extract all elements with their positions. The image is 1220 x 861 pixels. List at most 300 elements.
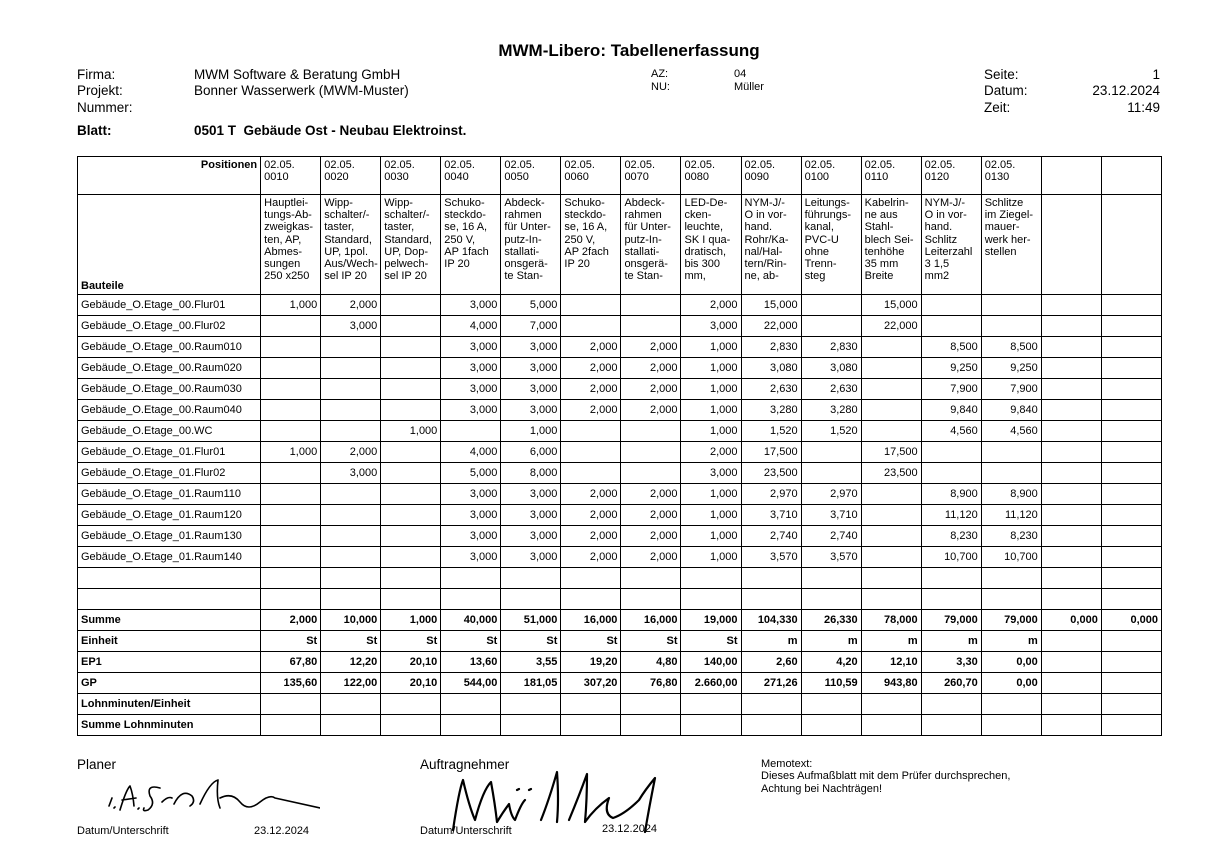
quantity-cell: 3,000 <box>441 337 501 358</box>
quantity-cell: 15,000 <box>741 295 801 316</box>
position-description: Abdeck- rahmen für Unter- putz-In- stallati- onsgerä- te Stan- <box>501 195 561 295</box>
quantity-cell <box>1041 589 1101 610</box>
quantity-cell: 2,000 <box>621 505 681 526</box>
position-description: NYM-J/- O in vor- hand. Schlitz Leiterzahl 3 1,5 mm2 <box>921 195 981 295</box>
quantity-cell <box>921 316 981 337</box>
position-number: 02.05. 0010 <box>261 157 321 195</box>
planer-label: Planer <box>77 757 117 772</box>
quantity-cell: 3,000 <box>501 505 561 526</box>
summary-cell <box>1041 673 1101 694</box>
summary-cell: St <box>501 631 561 652</box>
quantity-cell <box>981 568 1041 589</box>
az-value: 04 <box>734 68 747 80</box>
quantity-cell: 10,700 <box>981 547 1041 568</box>
quantity-cell <box>321 484 381 505</box>
summary-cell <box>1101 673 1161 694</box>
position-number: 02.05. 0120 <box>921 157 981 195</box>
quantity-cell <box>561 589 621 610</box>
position-description <box>1101 195 1161 295</box>
quantity-cell <box>861 337 921 358</box>
quantity-cell: 1,000 <box>681 526 741 547</box>
quantity-cell: 3,000 <box>441 379 501 400</box>
memo-line2: Achtung bei Nachträgen! <box>761 783 883 795</box>
datum-label: Datum: <box>984 83 1028 98</box>
quantity-cell: 3,000 <box>681 316 741 337</box>
summary-cell: 307,20 <box>561 673 621 694</box>
summary-cell: 135,60 <box>261 673 321 694</box>
summary-cell <box>801 715 861 736</box>
summary-cell: 10,000 <box>321 610 381 631</box>
summary-cell <box>1101 715 1161 736</box>
summary-cell <box>981 715 1041 736</box>
summary-cell: St <box>561 631 621 652</box>
summary-cell: m <box>861 631 921 652</box>
quantity-cell: 23,500 <box>861 463 921 484</box>
quantity-cell <box>1041 484 1101 505</box>
table-row <box>78 505 1162 526</box>
quantity-cell <box>1041 316 1101 337</box>
quantity-cell <box>441 421 501 442</box>
summary-cell: 181,05 <box>501 673 561 694</box>
summary-cell <box>261 715 321 736</box>
quantity-cell: 7,900 <box>921 379 981 400</box>
quantity-cell <box>861 358 921 379</box>
quantity-cell: 4,000 <box>441 442 501 463</box>
summary-cell <box>921 694 981 715</box>
quantity-cell <box>561 568 621 589</box>
quantity-cell: 3,000 <box>441 484 501 505</box>
quantity-cell <box>381 337 441 358</box>
summary-cell: 110,59 <box>801 673 861 694</box>
quantity-cell <box>561 316 621 337</box>
table-row <box>78 484 1162 505</box>
quantity-cell <box>861 589 921 610</box>
quantity-cell <box>1041 505 1101 526</box>
summary-cell: m <box>981 631 1041 652</box>
table-row <box>78 316 1162 337</box>
page-title: MWM-Libero: Tabellenerfassung <box>498 41 760 60</box>
summary-cell <box>1101 694 1161 715</box>
quantity-cell <box>981 295 1041 316</box>
quantity-cell <box>801 316 861 337</box>
quantity-cell: 3,000 <box>501 526 561 547</box>
quantity-cell <box>321 421 381 442</box>
quantity-cell: 17,500 <box>861 442 921 463</box>
quantity-cell <box>261 526 321 547</box>
quantity-cell: 2,630 <box>741 379 801 400</box>
summary-cell <box>501 715 561 736</box>
summary-cell: m <box>801 631 861 652</box>
summary-cell <box>561 694 621 715</box>
quantity-cell <box>741 568 801 589</box>
quantity-cell <box>1101 505 1161 526</box>
nu-value: Müller <box>734 81 764 93</box>
quantity-cell: 2,000 <box>621 358 681 379</box>
bauteil-name: Gebäude_O.Etage_00.WC <box>78 421 261 442</box>
position-description <box>1041 195 1101 295</box>
quantity-cell <box>621 463 681 484</box>
position-number: 02.05. 0060 <box>561 157 621 195</box>
table-row <box>78 400 1162 421</box>
quantity-cell: 10,700 <box>921 547 981 568</box>
bauteil-name: Gebäude_O.Etage_01.Raum110 <box>78 484 261 505</box>
nummer-label: Nummer: <box>77 100 133 115</box>
summary-cell <box>1041 694 1101 715</box>
quantity-cell: 6,000 <box>501 442 561 463</box>
quantity-cell: 2,000 <box>321 442 381 463</box>
table-row <box>78 295 1162 316</box>
bauteil-name: Gebäude_O.Etage_01.Raum130 <box>78 526 261 547</box>
quantity-cell <box>321 358 381 379</box>
quantity-cell: 1,000 <box>681 358 741 379</box>
quantity-cell <box>921 295 981 316</box>
summary-cell: 104,330 <box>741 610 801 631</box>
quantity-cell <box>381 295 441 316</box>
bauteile-label: Bauteile <box>78 195 261 295</box>
summary-cell: 122,00 <box>321 673 381 694</box>
quantity-cell: 2,000 <box>321 295 381 316</box>
quantity-cell <box>381 400 441 421</box>
summary-cell <box>381 694 441 715</box>
table-row <box>78 463 1162 484</box>
quantity-cell: 2,630 <box>801 379 861 400</box>
quantity-cell <box>1041 568 1101 589</box>
quantity-cell: 7,900 <box>981 379 1041 400</box>
position-description: Leitungs- führungs- kanal, PVC-U ohne Trenn- steg <box>801 195 861 295</box>
quantity-cell <box>1041 337 1101 358</box>
quantity-cell <box>381 358 441 379</box>
quantity-cell <box>741 589 801 610</box>
quantity-cell: 2,830 <box>741 337 801 358</box>
quantity-cell: 3,710 <box>801 505 861 526</box>
quantity-cell: 3,000 <box>441 295 501 316</box>
quantity-cell <box>321 589 381 610</box>
quantity-cell: 9,250 <box>981 358 1041 379</box>
quantity-cell <box>1101 547 1161 568</box>
quantity-cell: 3,000 <box>501 484 561 505</box>
bauteil-name: Gebäude_O.Etage_01.Flur02 <box>78 463 261 484</box>
position-description: Wipp- schalter/- taster, Standard, UP, Dop- pelwech- sel IP 20 <box>381 195 441 295</box>
summary-cell: 0,00 <box>981 652 1041 673</box>
quantity-cell: 9,840 <box>921 400 981 421</box>
quantity-cell: 2,000 <box>561 379 621 400</box>
summary-cell <box>861 715 921 736</box>
zeit-label: Zeit: <box>984 100 1011 115</box>
quantity-cell <box>1101 589 1161 610</box>
quantity-cell <box>921 463 981 484</box>
firma-value: MWM Software & Beratung GmbH <box>194 67 401 82</box>
position-description: Kabelrin- ne aus Stahl- blech Sei- tenhöhe 35 mm Breite <box>861 195 921 295</box>
quantity-cell <box>801 442 861 463</box>
summary-cell: 20,10 <box>381 652 441 673</box>
quantity-cell: 1,000 <box>381 421 441 442</box>
quantity-cell <box>261 400 321 421</box>
summary-cell <box>321 694 381 715</box>
quantity-cell <box>861 547 921 568</box>
quantity-cell: 3,000 <box>321 316 381 337</box>
quantity-cell <box>621 295 681 316</box>
quantity-cell: 1,000 <box>681 337 741 358</box>
summary-cell: St <box>621 631 681 652</box>
summary-cell: St <box>261 631 321 652</box>
summary-cell: 4,80 <box>621 652 681 673</box>
quantity-cell: 2,000 <box>561 505 621 526</box>
quantity-cell <box>1101 442 1161 463</box>
quantity-cell: 2,000 <box>621 526 681 547</box>
quantity-cell <box>621 316 681 337</box>
table-row <box>78 442 1162 463</box>
quantity-cell: 22,000 <box>741 316 801 337</box>
position-number <box>1041 157 1101 195</box>
planer-date-label: Datum/Unterschrift <box>77 825 169 837</box>
summary-cell: 12,10 <box>861 652 921 673</box>
quantity-cell <box>381 463 441 484</box>
summary-cell: 19,000 <box>681 610 741 631</box>
summary-cell <box>501 694 561 715</box>
quantity-cell <box>321 337 381 358</box>
summary-cell <box>801 694 861 715</box>
projekt-value: Bonner Wasserwerk (MWM-Muster) <box>194 83 409 98</box>
seite-value: 1 <box>1152 67 1160 82</box>
quantity-cell <box>381 526 441 547</box>
summary-cell: m <box>741 631 801 652</box>
quantity-cell: 3,000 <box>441 400 501 421</box>
quantity-cell: 1,520 <box>801 421 861 442</box>
summary-cell <box>921 715 981 736</box>
quantity-cell <box>381 589 441 610</box>
quantity-cell: 8,230 <box>981 526 1041 547</box>
positions-row <box>78 157 1162 195</box>
quantity-cell: 3,710 <box>741 505 801 526</box>
quantity-cell <box>381 568 441 589</box>
summary-row <box>78 610 1162 631</box>
position-description: Abdeck- rahmen für Unter- putz-In- stallati- onsgerä- te Stan- <box>621 195 681 295</box>
firma-label: Firma: <box>77 67 116 82</box>
quantity-cell: 1,000 <box>681 505 741 526</box>
table-row <box>78 421 1162 442</box>
quantity-cell: 11,120 <box>981 505 1041 526</box>
position-number: 02.05. 0070 <box>621 157 681 195</box>
blatt-value: 0501 T Gebäude Ost - Neubau Elektroinst. <box>194 123 467 138</box>
quantity-cell: 4,560 <box>921 421 981 442</box>
quantity-cell: 8,500 <box>981 337 1041 358</box>
position-description: Schlitze im Ziegel- mauer- werk her- stellen <box>981 195 1041 295</box>
quantity-cell <box>1041 295 1101 316</box>
table-row <box>78 547 1162 568</box>
quantity-cell: 1,000 <box>501 421 561 442</box>
summary-cell <box>321 715 381 736</box>
zeit-value: 11:49 <box>1127 100 1160 115</box>
quantity-cell <box>441 568 501 589</box>
position-description: Schuko- steckdo- se, 16 A, 250 V, AP 1fach IP 20 <box>441 195 501 295</box>
quantity-cell: 3,000 <box>501 400 561 421</box>
quantity-cell <box>321 505 381 526</box>
quantity-cell <box>381 379 441 400</box>
quantity-cell: 3,080 <box>801 358 861 379</box>
quantity-cell: 2,000 <box>561 526 621 547</box>
table-row <box>78 358 1162 379</box>
quantity-cell: 11,120 <box>921 505 981 526</box>
quantity-cell: 8,000 <box>501 463 561 484</box>
quantity-cell <box>861 484 921 505</box>
summary-cell: 2.660,00 <box>681 673 741 694</box>
quantity-cell <box>861 568 921 589</box>
table-row <box>78 526 1162 547</box>
summary-cell: 67,80 <box>261 652 321 673</box>
quantity-cell <box>261 484 321 505</box>
bauteil-name: Gebäude_O.Etage_01.Raum120 <box>78 505 261 526</box>
position-number: 02.05. 0090 <box>741 157 801 195</box>
quantity-cell <box>621 589 681 610</box>
quantity-cell <box>921 442 981 463</box>
quantity-cell <box>501 589 561 610</box>
quantity-cell <box>621 568 681 589</box>
quantity-cell: 1,000 <box>681 400 741 421</box>
position-number: 02.05. 0020 <box>321 157 381 195</box>
quantity-cell: 2,000 <box>561 400 621 421</box>
quantity-cell <box>1101 400 1161 421</box>
quantity-cell <box>1041 400 1101 421</box>
quantity-cell <box>801 463 861 484</box>
quantity-cell: 2,000 <box>621 400 681 421</box>
summary-cell: 943,80 <box>861 673 921 694</box>
quantity-cell: 3,000 <box>441 505 501 526</box>
quantity-cell: 2,000 <box>621 337 681 358</box>
quantity-cell: 1,000 <box>261 442 321 463</box>
summary-cell <box>1101 652 1161 673</box>
summary-label: EP1 <box>78 652 261 673</box>
summary-cell: 1,000 <box>381 610 441 631</box>
quantity-cell <box>1101 337 1161 358</box>
summary-cell <box>681 715 741 736</box>
quantity-cell <box>1041 379 1101 400</box>
quantity-cell: 2,000 <box>621 484 681 505</box>
bauteil-name: Gebäude_O.Etage_00.Raum030 <box>78 379 261 400</box>
table-row <box>78 337 1162 358</box>
datum-value: 23.12.2024 <box>1092 83 1160 98</box>
quantity-cell <box>621 421 681 442</box>
summary-cell: 260,70 <box>921 673 981 694</box>
quantity-cell: 5,000 <box>501 295 561 316</box>
table-row <box>78 568 1162 589</box>
quantity-cell <box>321 568 381 589</box>
quantity-cell <box>561 421 621 442</box>
summary-cell: 12,20 <box>321 652 381 673</box>
quantity-cell <box>1101 463 1161 484</box>
quantity-cell <box>1041 421 1101 442</box>
summary-cell: 40,000 <box>441 610 501 631</box>
summary-cell: 2,60 <box>741 652 801 673</box>
summary-label: Einheit <box>78 631 261 652</box>
quantity-cell <box>261 358 321 379</box>
quantity-cell <box>1041 526 1101 547</box>
quantity-cell: 2,000 <box>621 379 681 400</box>
quantity-cell: 2,000 <box>621 547 681 568</box>
quantity-cell: 2,830 <box>801 337 861 358</box>
quantity-cell: 1,000 <box>681 484 741 505</box>
quantity-cell: 2,740 <box>801 526 861 547</box>
summary-row <box>78 694 1162 715</box>
quantity-cell <box>381 484 441 505</box>
planer-signature <box>100 768 320 818</box>
table-row <box>78 379 1162 400</box>
summary-row <box>78 715 1162 736</box>
quantity-cell <box>1101 484 1161 505</box>
quantity-cell: 2,000 <box>561 358 621 379</box>
summary-cell: 3,30 <box>921 652 981 673</box>
quantity-cell: 8,900 <box>981 484 1041 505</box>
summary-cell: 0,00 <box>981 673 1041 694</box>
summary-cell: 16,000 <box>621 610 681 631</box>
nu-label: NU: <box>651 81 670 93</box>
quantity-cell: 2,970 <box>741 484 801 505</box>
summary-cell <box>1041 715 1101 736</box>
quantity-cell <box>561 295 621 316</box>
summary-cell: 3,55 <box>501 652 561 673</box>
quantity-cell: 2,000 <box>561 337 621 358</box>
descriptions-row <box>78 195 1162 295</box>
position-description: Wipp- schalter/- taster, Standard, UP, 1pol. Aus/Wech- sel IP 20 <box>321 195 381 295</box>
quantity-cell <box>381 505 441 526</box>
quantity-cell <box>261 589 321 610</box>
quantity-cell: 23,500 <box>741 463 801 484</box>
bauteil-name: Gebäude_O.Etage_00.Flur02 <box>78 316 261 337</box>
summary-row <box>78 631 1162 652</box>
summary-cell <box>1041 631 1101 652</box>
quantity-cell: 7,000 <box>501 316 561 337</box>
summary-cell <box>441 694 501 715</box>
quantity-cell <box>561 463 621 484</box>
summary-cell: 271,26 <box>741 673 801 694</box>
quantity-cell: 3,000 <box>501 358 561 379</box>
quantity-cell <box>921 589 981 610</box>
summary-label: Summe Lohnminuten <box>78 715 261 736</box>
quantity-cell: 3,000 <box>501 379 561 400</box>
quantity-cell <box>861 400 921 421</box>
summary-cell: 79,000 <box>981 610 1041 631</box>
quantity-cell: 1,000 <box>681 379 741 400</box>
quantity-cell <box>861 526 921 547</box>
summary-cell <box>1101 631 1161 652</box>
summary-cell <box>621 694 681 715</box>
quantity-cell <box>801 568 861 589</box>
quantity-cell: 3,280 <box>741 400 801 421</box>
quantity-cell: 3,000 <box>441 526 501 547</box>
quantity-cell <box>861 379 921 400</box>
measurement-table <box>77 156 1162 736</box>
quantity-cell <box>801 589 861 610</box>
quantity-cell <box>441 589 501 610</box>
memo-line1: Dieses Aufmaßblatt mit dem Prüfer durchsprechen, <box>761 770 1011 782</box>
summary-label: GP <box>78 673 261 694</box>
quantity-cell <box>681 568 741 589</box>
quantity-cell <box>261 316 321 337</box>
position-description: LED-De- cken- leuchte, SK I qua- dratisch, bis 300 mm, <box>681 195 741 295</box>
quantity-cell: 3,570 <box>741 547 801 568</box>
quantity-cell: 8,500 <box>921 337 981 358</box>
quantity-cell: 3,000 <box>681 463 741 484</box>
quantity-cell: 8,230 <box>921 526 981 547</box>
summary-cell <box>621 715 681 736</box>
quantity-cell: 1,000 <box>681 421 741 442</box>
position-number: 02.05. 0100 <box>801 157 861 195</box>
summary-cell <box>261 694 321 715</box>
bauteil-name: Gebäude_O.Etage_00.Raum040 <box>78 400 261 421</box>
summary-cell: 544,00 <box>441 673 501 694</box>
summary-row <box>78 673 1162 694</box>
quantity-cell <box>1101 421 1161 442</box>
position-number: 02.05. 0080 <box>681 157 741 195</box>
